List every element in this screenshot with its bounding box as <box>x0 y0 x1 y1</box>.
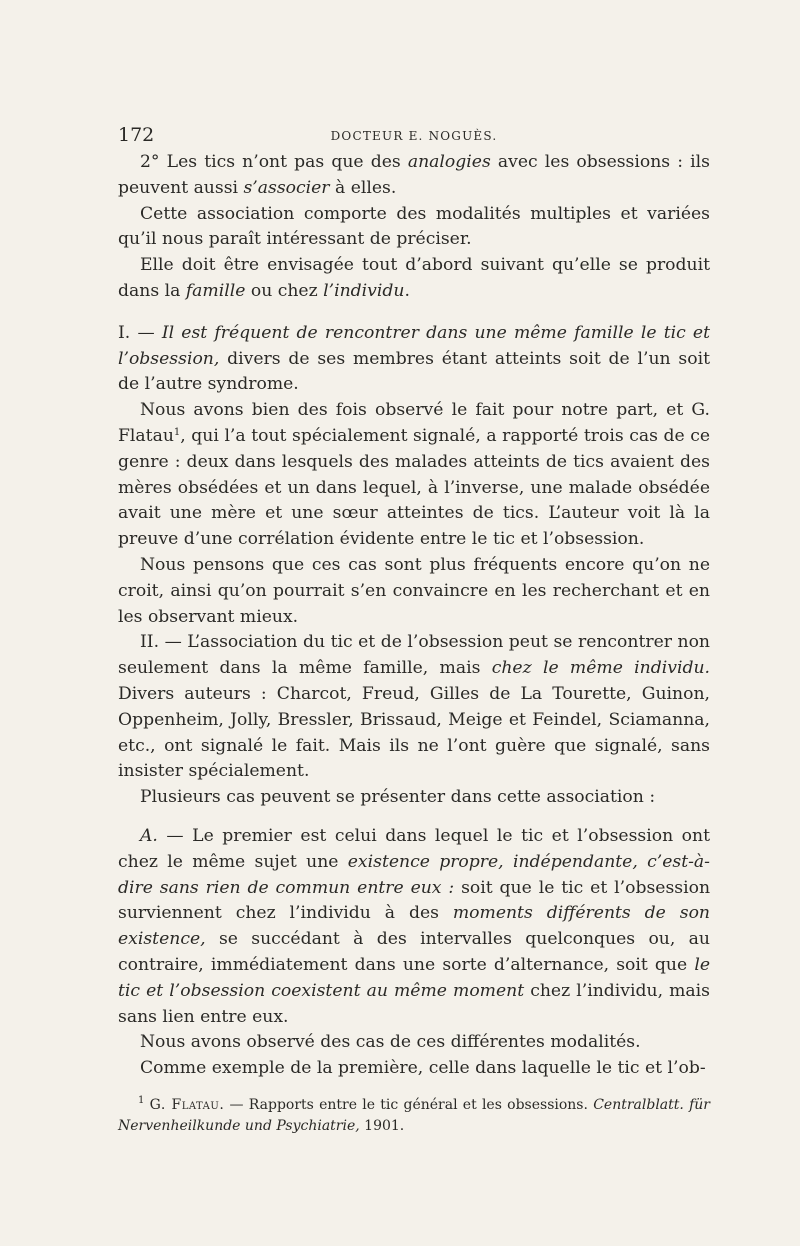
footnote-author: G. Flatau. <box>149 1097 225 1113</box>
page-number: 172 <box>118 124 155 146</box>
section-ii-paragraph: II. — L’association du tic et de l’obsession peut se rencontrer non seulement dans la même famille, mais chez le même individu. Divers auteurs : Charcot, Freud, Gilles de La Tourette, Guinon, Oppenheim, Jolly, Bressler, Brissaud, Meige et Feindel, Sciamanna, etc., ont signalé le fait. Mais ils ne l’ont guère que signalé, sans insister spécialement. <box>118 632 710 782</box>
running-head: DOCTEUR E. NOGUÈS. <box>330 129 498 143</box>
paragraph-6: Nous pensons que ces cas sont plus fréquents encore qu’on ne croit, ainsi qu’on pourrait s’en convaincre en les recherchant et en les observant mieux. <box>118 554 710 627</box>
paragraph-3: Elle doit être envisagée tout d’abord suivant qu’elle se produit dans la famille ou chez l’individu. <box>118 255 710 301</box>
footnote: $^1$ G. Flatau. — Rapports entre le tic général et les obsessions. Centralblatt. für Nervenheilkunde und Psychiatrie, 1901. <box>118 1095 710 1134</box>
paragraph-11: Comme exemple de la première, celle dans laquelle le tic et l’ob- <box>140 1058 706 1079</box>
section-i-paragraph: I. — Il est fréquent de rencontrer dans une même famille le tic et l’obsession, divers de ses membres étant atteints soit de l’un soit de l’autre syndrome. <box>118 322 710 395</box>
paragraph-2: Cette association comporte des modalités multiples et variées qu’il nous paraît intéressant de préciser. <box>118 203 710 250</box>
paragraph-1: 2° Les tics n’ont pas que des analogies avec les obsessions : ils peuvent aussi s’associer à elles. <box>118 152 710 198</box>
paragraph-10: Nous avons observé des cas de ces différentes modalités. <box>140 1032 641 1053</box>
body-text <box>118 150 710 1082</box>
paragraph-5: Nous avons bien des fois observé le fait pour notre part, et G. Flatau$^1$, qui l’a tout spécialement signalé, a rapporté trois cas de ce genre : deux dans lesquels des malades atteints de tics avaient des mères obsédées et un dans lequel, à l’inverse, une malade obsédée avait une mère et une sœur atteintes de tics. L’auteur voit là la preuve d’une corrélation évidente entre le tic et l’obsession. <box>118 400 710 550</box>
footnote-marker: 1 <box>138 1095 145 1106</box>
footnote-reference[interactable]: 1 <box>173 426 181 438</box>
section-a-paragraph: A. — Le premier est celui dans lequel le tic et l’obsession ont chez le même sujet une existence propre, indépendante, c’est-à-dire sans rien de commun entre eux : soit que le tic et l’obsession surviennent chez l’individu à des moments différents de son existence, se succédant à des intervalles quelconques ou, au contraire, immédiatement dans une sorte d’alternance, soit que le tic et l’obsession coexistent au même moment chez l’individu, mais sans lien entre eux. <box>118 825 711 1027</box>
page-header <box>118 124 710 148</box>
footnote-journal: Centralblatt. für Nervenheilkunde und Psychiatrie, <box>118 1097 710 1134</box>
paragraph-8: Plusieurs cas peuvent se présenter dans cette association : <box>140 787 656 808</box>
